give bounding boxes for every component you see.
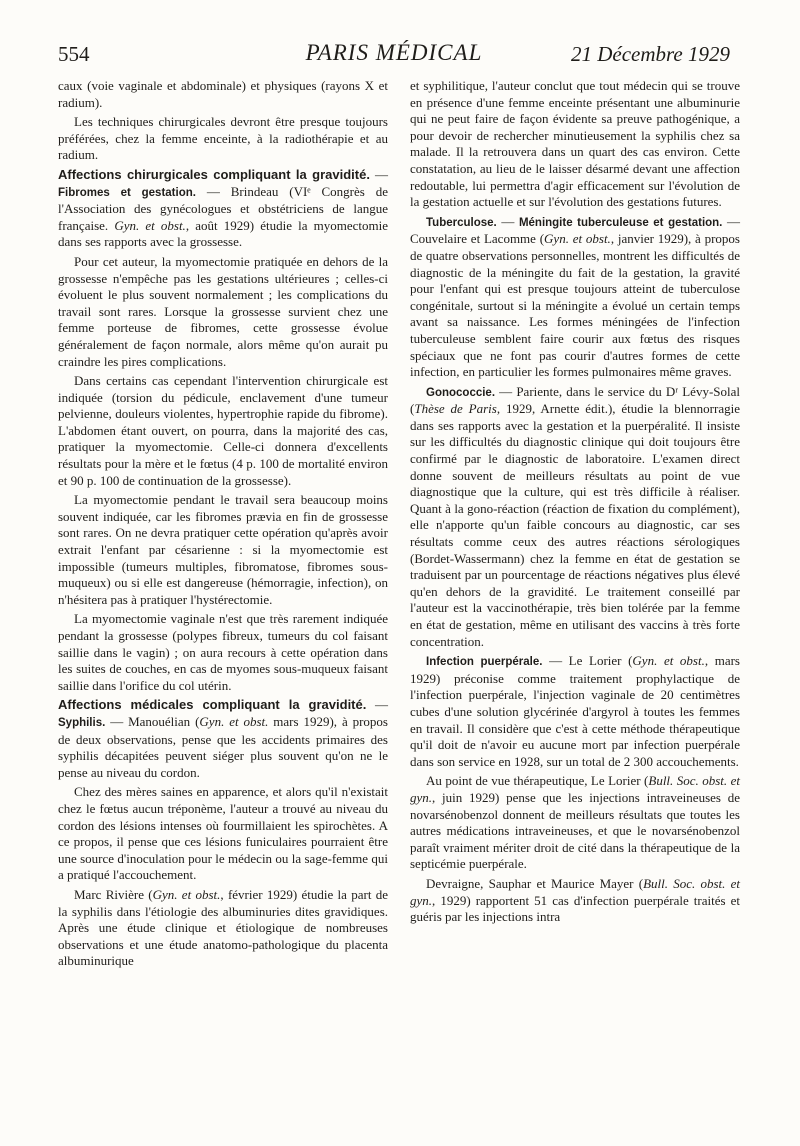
citation: Gyn. et obst. xyxy=(152,886,221,902)
text: Devraigne, Sauphar et Maurice Mayer ( xyxy=(426,875,644,891)
text: Au point de vue thérapeutique, Le Lorier ( xyxy=(426,773,649,789)
section-paragraph xyxy=(58,167,388,251)
dash: — xyxy=(366,697,388,713)
paragraph xyxy=(410,876,740,926)
text: , août 1929) étudie la myomectomie dans ses rapports avec la grossesse. xyxy=(58,217,388,250)
paragraph: Les techniques chirurgicales devront être presque toujours préférées, chez la femme enceinte, à la radiothérapie et au radium. xyxy=(58,114,388,163)
section-paragraph xyxy=(410,653,740,770)
page-header xyxy=(58,40,730,74)
journal-title: PARIS MÉDICAL xyxy=(305,40,483,65)
text: , 1929, Arnette édit.), étudie la blennorragie dans ses rapports avec la gestation et la puerpéralité. Il insiste sur les difficultés du diagnostic clinique qui doit toujours être confirmé par le diagnostic de laboratoire. L'examen direct donne souvent de meilleurs résultats au point de vue diagnostique que la culture, qui est très difficile à réaliser. Quant à la gono-réaction (réaction de fixation du complément), elle n'apporte qu'un faible concours au diagnostic, car ses résultats comme ceux des autres réactions sérologiques (Bordet-Wassermann) chez la femme en état de gestation se traduisent par un pourcentage de réactions négatives plus élevé qu'en dehors de la gravidité. Le traitement conseillé par l'auteur est la vaccinothérapie, très bien tolérée par la femme en état de gestation, même en utilisant des vaccins à très forte concentration. xyxy=(410,401,740,649)
dash: — xyxy=(496,213,519,229)
text: Marc Rivière ( xyxy=(74,886,153,902)
text: , janvier 1929), à propos de quatre observations personnelles, montrent les difficultés de diagnostic de la méningite du fait de la gestation, la gravité pour l'enfant qui est presque toujours atteint de tuberculose congénitale, surtout si la méningite a évolué un certain temps avant sa naissance. Les formes méningées de l'infection tuberculeuse semblent faire courir aux fœtus des risques spéciaux que ne font pas courir d'autres formes de cette infection, en particulier les formes pulmonaires même graves. xyxy=(410,231,740,380)
paragraph: Dans certains cas cependant l'intervention chirurgicale est indiquée (torsion du pédicule, enclavement d'une tumeur pelvienne, douleurs violentes, hypertrophie rapide du fibrome). L'abdomen étant ouvert, on pourra, dans la majorité des cas, pratiquer la myomectomie. Celle-ci donnera d'excellents résultats pour la mère et le fœtus (4 p. 100 de mortalité environ et 90 p. 100 de continuation de la grossesse). xyxy=(58,373,388,488)
text: , juin 1929) pense que les injections intraveineuses de novarsénobenzol donnent de meilleurs résultats que toutes les autres médications intraveineuses, et que le novarsénobenzol paraît vraiment mériter droit de cité dans la thérapeutique de la septicémie puerpérale. xyxy=(410,789,740,872)
text: mars 1929), à propos de deux observations, pense que les accidents primaires des syphilis décapitées peuvent siéger plus souvent qu'on ne le pense au niveau du cordon. xyxy=(58,713,388,780)
citation: Bull. Soc. obst. et gyn. xyxy=(410,773,740,805)
subsection-heading: Infection puerpérale. xyxy=(426,656,543,669)
section-paragraph xyxy=(410,214,740,381)
right-column xyxy=(410,78,740,929)
citation: Gyn. et obst. xyxy=(199,713,269,729)
subsection-heading: Gonococcie. xyxy=(426,386,496,399)
text: — Brindeau (VIᵉ Congrès de l'Association des gynécologues et obstétriciens de langue française. xyxy=(58,183,388,233)
section-heading: Affections médicales compliquant la gravidité. xyxy=(58,697,367,713)
paragraph: Pour cet auteur, la myomectomie pratiquée en dehors de la grossesse n'empêche pas les gestations ultérieures ; celles-ci évoluent le plus souvent normalement ; les complications du travail sont rares. Lorsque la grossesse survient chez une femme porteuse de fibromes, cette grossesse évolue généralement de façon normale, alors même qu'on aurait pu craindre les pires complications. xyxy=(58,253,388,369)
paragraph xyxy=(58,887,388,970)
section-paragraph xyxy=(58,697,388,781)
subsection-heading: Syphilis. xyxy=(58,716,106,729)
citation: Gyn. et obst. xyxy=(544,231,611,247)
section-heading: Affections chirurgicales compliquant la gravidité. xyxy=(58,166,370,182)
text: — Le Lorier ( xyxy=(542,653,633,669)
paragraph xyxy=(410,773,740,873)
text: — Manouélian ( xyxy=(105,713,200,729)
dash: — xyxy=(369,166,388,182)
left-column xyxy=(58,78,388,973)
text: , 1929) rapportent 51 cas d'infection puerpérale traités et guéris par les injections intra xyxy=(410,892,740,925)
paragraph: et syphilitique, l'auteur conclut que tout médecin qui se trouve en présence d'une femme enceinte présentant une albuminurie qui ne peut faire de façon évidente sa preuve pathogénique, a pour devoir de rechercher minutieusement la syphilis chez sa malade. Il la retrouvera dans un quart des cas environ. Cette constatation, au lieu de le laisser désarmé devant une affection redoutable, lui permettra d'agir efficacement sur l'évolution de la gestation actuelle et sur l'évolution des gestations futures. xyxy=(410,78,740,210)
section-paragraph xyxy=(410,384,740,651)
paragraph: Chez des mères saines en apparence, et alors qu'il n'existait chez le fœtus aucun tréponème, l'auteur a trouvé au niveau du cordon des lésions intenses où fourmillaient les spirochètes. A ce propos, il pense que ces lésions funiculaires pourraient être une source d'inoculation pour le médecin ou la sage-femme qui a pratiqué l'accouchement. xyxy=(58,784,388,883)
citation: Bull. Soc. obst. et gyn. xyxy=(410,875,740,908)
text: — Couvelaire et Lacomme ( xyxy=(410,213,740,247)
text: , février 1929) étudie la part de la syphilis dans l'étiologie des albuminuries dites gravidiques. Après une étude clinique et étiologique de nombreuses observations et une étude anatomo-pathologique du placenta albuminurique xyxy=(58,886,388,969)
citation: Gyn. et obst. xyxy=(632,653,705,669)
paragraph: La myomectomie pendant le travail sera beaucoup moins souvent indiquée, car les fibromes prævia en fin de grossesse sont rares. On ne devra pratiquer cette opération qu'après avoir extrait l'enfant par césarienne : si la myomectomie est impossible (tumeurs multiples, fibromatose, fibromes sous-muqueux) ou si elle est dangereuse (hémorragie, infection), on n'hésitera pas à pratiquer l'hystérectomie. xyxy=(58,492,388,607)
issue-date: 21 Décembre 1929 xyxy=(570,42,730,66)
page-number: 554 xyxy=(58,42,90,66)
subsection-heading: Méningite tuberculeuse et gestation. xyxy=(518,216,723,229)
text: — Pariente, dans le service du Dʳ Lévy-Solal ( xyxy=(410,383,740,417)
paragraph: La myomectomie vaginale n'est que très rarement indiquée pendant la grossesse (polypes fibreux, tumeurs du col faisant saillie dans le vagin) ; on aura recours à cette opération dans les suites de couches, en cas de myomes sous-muqueux faisant saillie dans l'orifice du col utérin. xyxy=(58,611,388,693)
subsection-heading: Fibromes et gestation. xyxy=(58,186,196,199)
citation: Gyn. et obst. xyxy=(114,217,186,233)
paragraph: caux (voie vaginale et abdominale) et physiques (rayons X et radium). xyxy=(58,78,388,110)
text: , mars 1929) préconise comme traitement prophylactique de l'infection puerpérale, l'injection vaginale de 20 centimètres cubes d'une solution glycérinée d'argyrol à toutes les femmes en travail. Il considère que c'est à cette méthode thérapeutique qu'il doit de n'avoir eu aucune mort par infection puerpérale dans son service en 1928, sur un total de 2 300 accouchements. xyxy=(410,653,740,769)
citation: Thèse de Paris xyxy=(414,401,497,417)
subsection-heading: Tuberculose. xyxy=(426,216,497,229)
